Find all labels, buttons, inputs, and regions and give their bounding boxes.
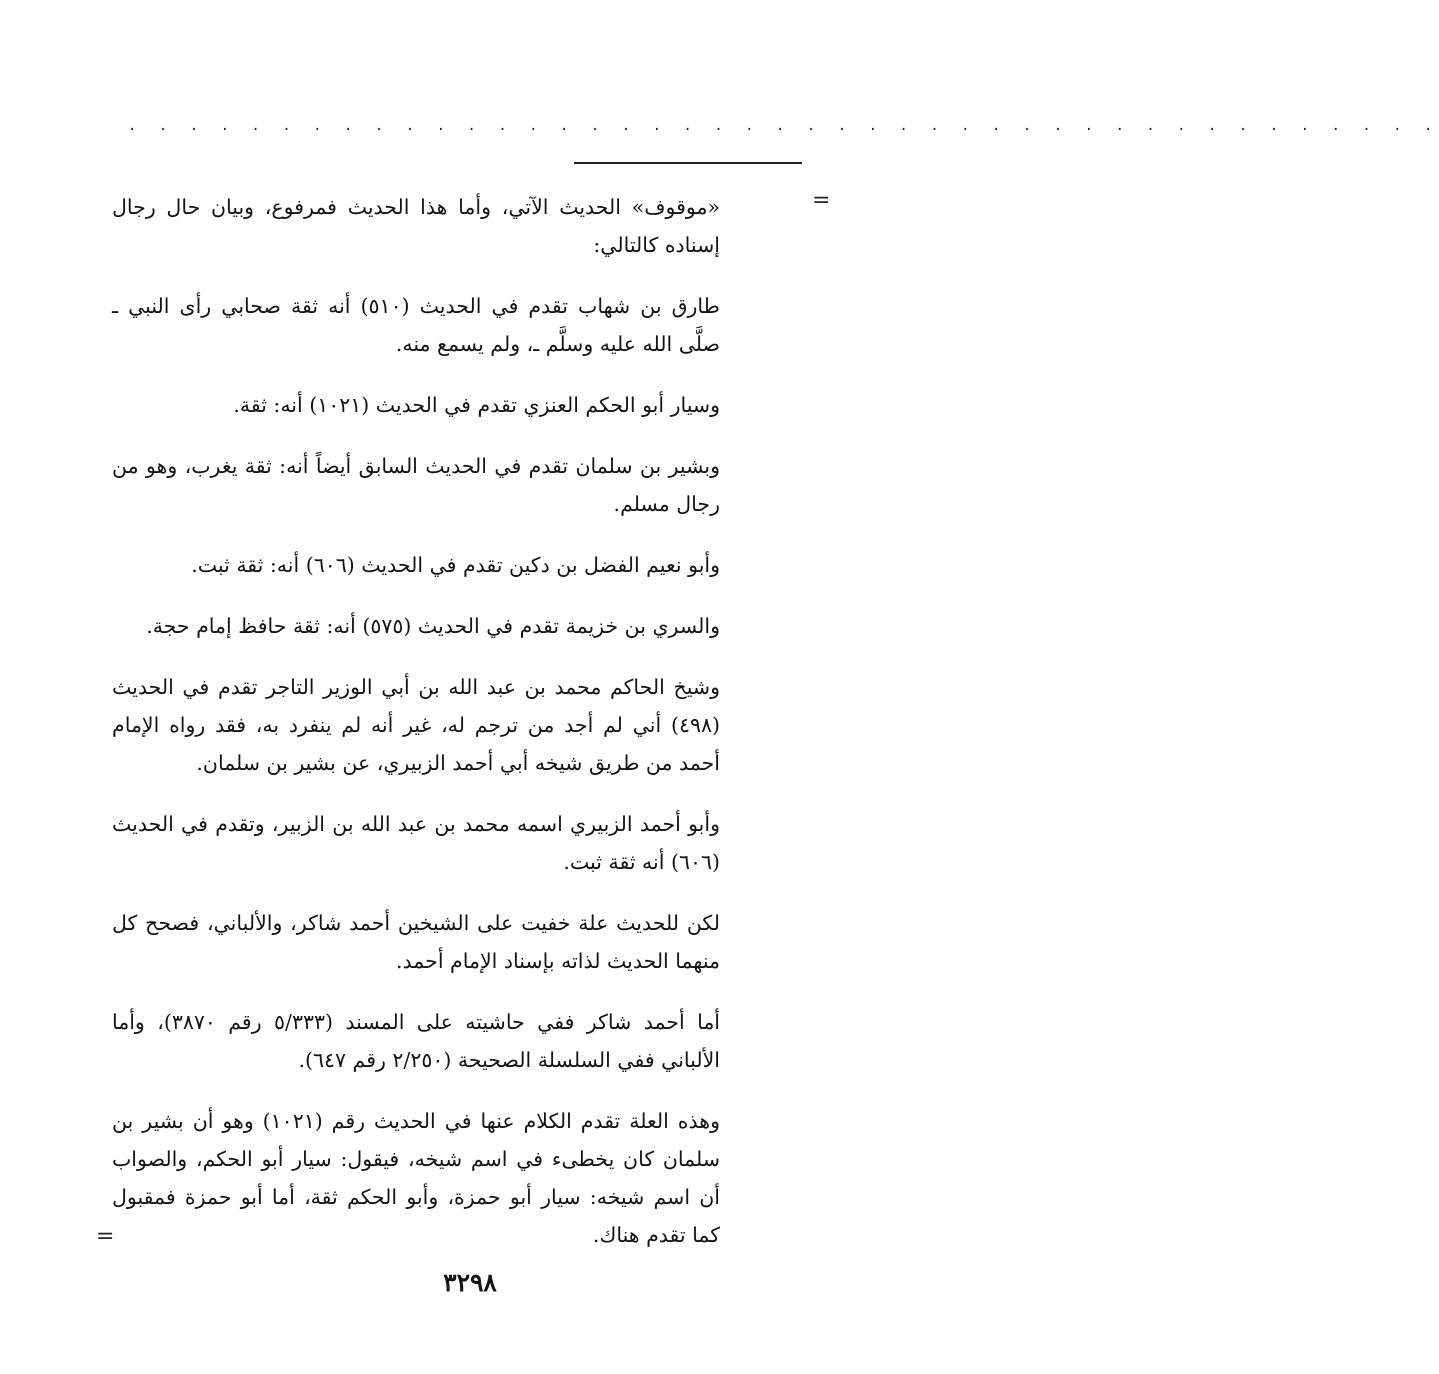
paragraph-11: وهذه العلة تقدم الكلام عنها في الحديث رقم (١٠٢١) وهو أن بشير بن سلمان كان يخطىء في اسم شيخه، فيقول: سيار أبو الحكم، والصواب أن اسم شيخه: سيار أبو حمزة، وأبو الحكم ثقة، أما أبو حمزة فمقبول كما تقدم هناك. [112,1109,720,1247]
page-number: ٣٢٩٨ [443,1268,497,1297]
paragraph-8: وأبو أحمد الزبيري اسمه محمد بن عبد الله بن الزبير، وتقدم في الحديث (٦٠٦) أنه ثقة ثبت. [112,812,720,874]
paragraph-3: وسيار أبو الحكم العنزي تقدم في الحديث (١٠٢١) أنه: ثقة. [233,393,720,417]
paragraph-1: «موقوف» الحديث الآتي، وأما هذا الحديث فمرفوع، وبيان حال رجال إسناده كالتالي: [112,195,720,257]
footnote-body [112,188,720,1277]
continuation-mark-top: = [812,188,831,213]
continuation-mark-bottom: = [96,1224,115,1249]
paragraph-10: أما أحمد شاكر ففي حاشيته على المسند (٥/٣٣٣ رقم ٣٨٧٠)، وأما الألباني ففي السلسلة الصحيحة (٢/٢٥٠ رقم ٦٤٧). [112,1010,720,1072]
footnote-rule [574,162,802,164]
paragraph-2: طارق بن شهاب تقدم في الحديث (٥١٠) أنه ثقة صحابي رأى النبي ـ صلَّى الله عليه وسلَّم ـ، ولم يسمع منه. [112,294,720,356]
paragraph-9: لكن للحديث علة خفيت على الشيخين أحمد شاكر، والألباني، فصحح كل منهما الحديث لذاته بإسناد الإمام أحمد. [112,911,720,973]
paragraph-6: والسري بن خزيمة تقدم في الحديث (٥٧٥) أنه: ثقة حافظ إمام حجة. [146,614,720,638]
paragraph-7: وشيخ الحاكم محمد بن عبد الله بن أبي الوزير التاجر تقدم في الحديث (٤٩٨) أني لم أجد من ترجم له، غير أنه لم ينفرد به، فقد رواه الإمام أحمد من طريق شيخه أبي أحمد الزبيري، عن بشير بن سلمان. [112,675,720,775]
paragraph-5: وأبو نعيم الفضل بن دكين تقدم في الحديث (٦٠٦) أنه: ثقة ثبت. [191,553,720,577]
dotted-separator: . . . . . . . . . . . . . . . . . . . . . . . . . . . . . . . . . . . . . . . . . . . [128,118,1439,134]
paragraph-4: وبشير بن سلمان تقدم في الحديث السابق أيضاً أنه: ثقة يغرب، وهو من رجال مسلم. [112,454,720,516]
